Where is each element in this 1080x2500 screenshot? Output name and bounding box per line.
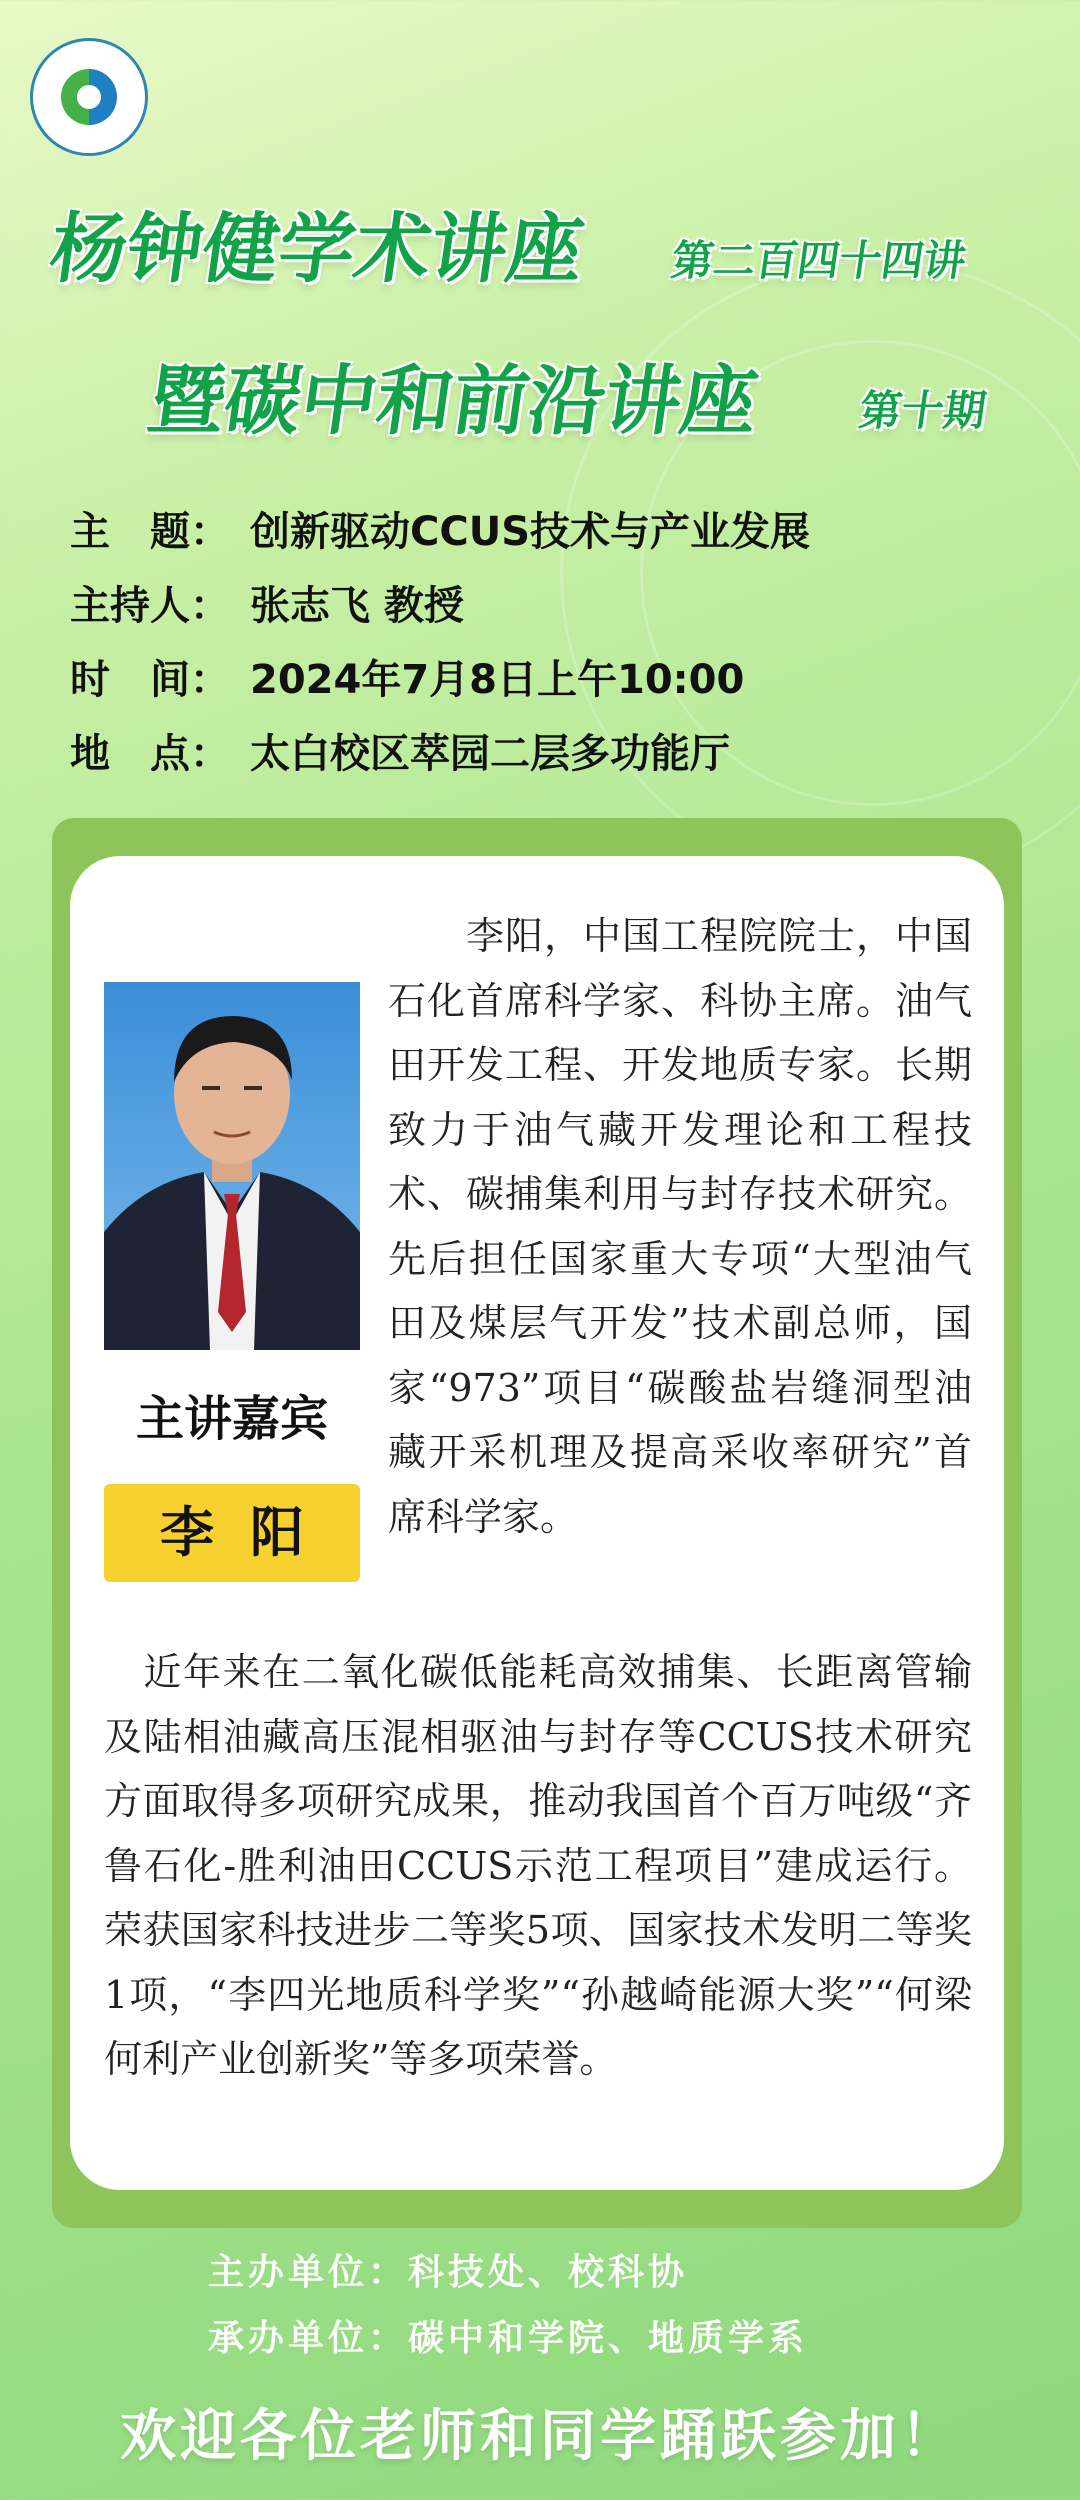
host-value: 张志飞 教授 <box>250 583 464 629</box>
place-value: 太白校区萃园二层多功能厅 <box>250 731 730 777</box>
speaker-bio-intro: 李阳，中国工程院院士，中国石化首席科学家、科协主席。油气田开发工程、开发地质专家。长期致力于油气藏开发理论和工程技术、碳捕集利用与封存技术研究。先后担任国家重大专项“大型油气田及煤层气开发”技术副总师，国家“973”项目“碳酸盐岩缝洞型油藏开采机理及提高采收率研究”首席科学家。 <box>388 914 972 1539</box>
host-line <box>70 574 464 631</box>
speaker-photo <box>104 982 360 1350</box>
speaker-bio-achievements: 近年来在二氧化碳低能耗高效捕集、长距离管输及陆相油藏高压混相驱油与封存等CCUS技术研究方面取得多项研究成果，推动我国首个百万吨级“齐鲁石化-胜利油田CCUS示范工程项目”建成运行。荣获国家科技进步二等奖5项、国家技术发明二等奖1项，“李四光地质科学奖”“孙越崎能源大奖”“何梁何利产业创新奖”等多项荣誉。 <box>104 1650 972 2081</box>
organizer-line: 主办单位：科技处、校科协 <box>208 2252 689 2293</box>
lecture-number: 第二百四十四讲 <box>668 236 970 285</box>
place-line <box>70 722 730 779</box>
topic-value: 创新驱动CCUS技术与产业发展 <box>250 509 810 555</box>
guest-label: 主讲嘉宾 <box>135 1391 328 1447</box>
topic-line <box>70 500 810 557</box>
time-label: 时 间： <box>70 657 230 703</box>
time-line <box>70 648 744 705</box>
welcome-message: 欢迎各位老师和同学踊跃参加！ <box>120 2404 960 2469</box>
host-label: 主持人： <box>70 583 230 629</box>
university-logo <box>30 38 148 156</box>
speaker-name-badge: 李阳 <box>104 1484 360 1582</box>
topic-label: 主 题： <box>70 509 230 555</box>
co-organizer-line: 承办单位：碳中和学院、地质学系 <box>208 2318 809 2359</box>
time-value: 2024年7月8日上午10:00 <box>250 657 745 703</box>
lecture-title: 杨钟健学术讲座 <box>44 204 590 293</box>
lecture-subtitle: 暨碳中和前沿讲座 <box>142 356 764 445</box>
place-label: 地 点： <box>70 731 230 777</box>
lecture-issue: 第十期 <box>856 386 990 435</box>
